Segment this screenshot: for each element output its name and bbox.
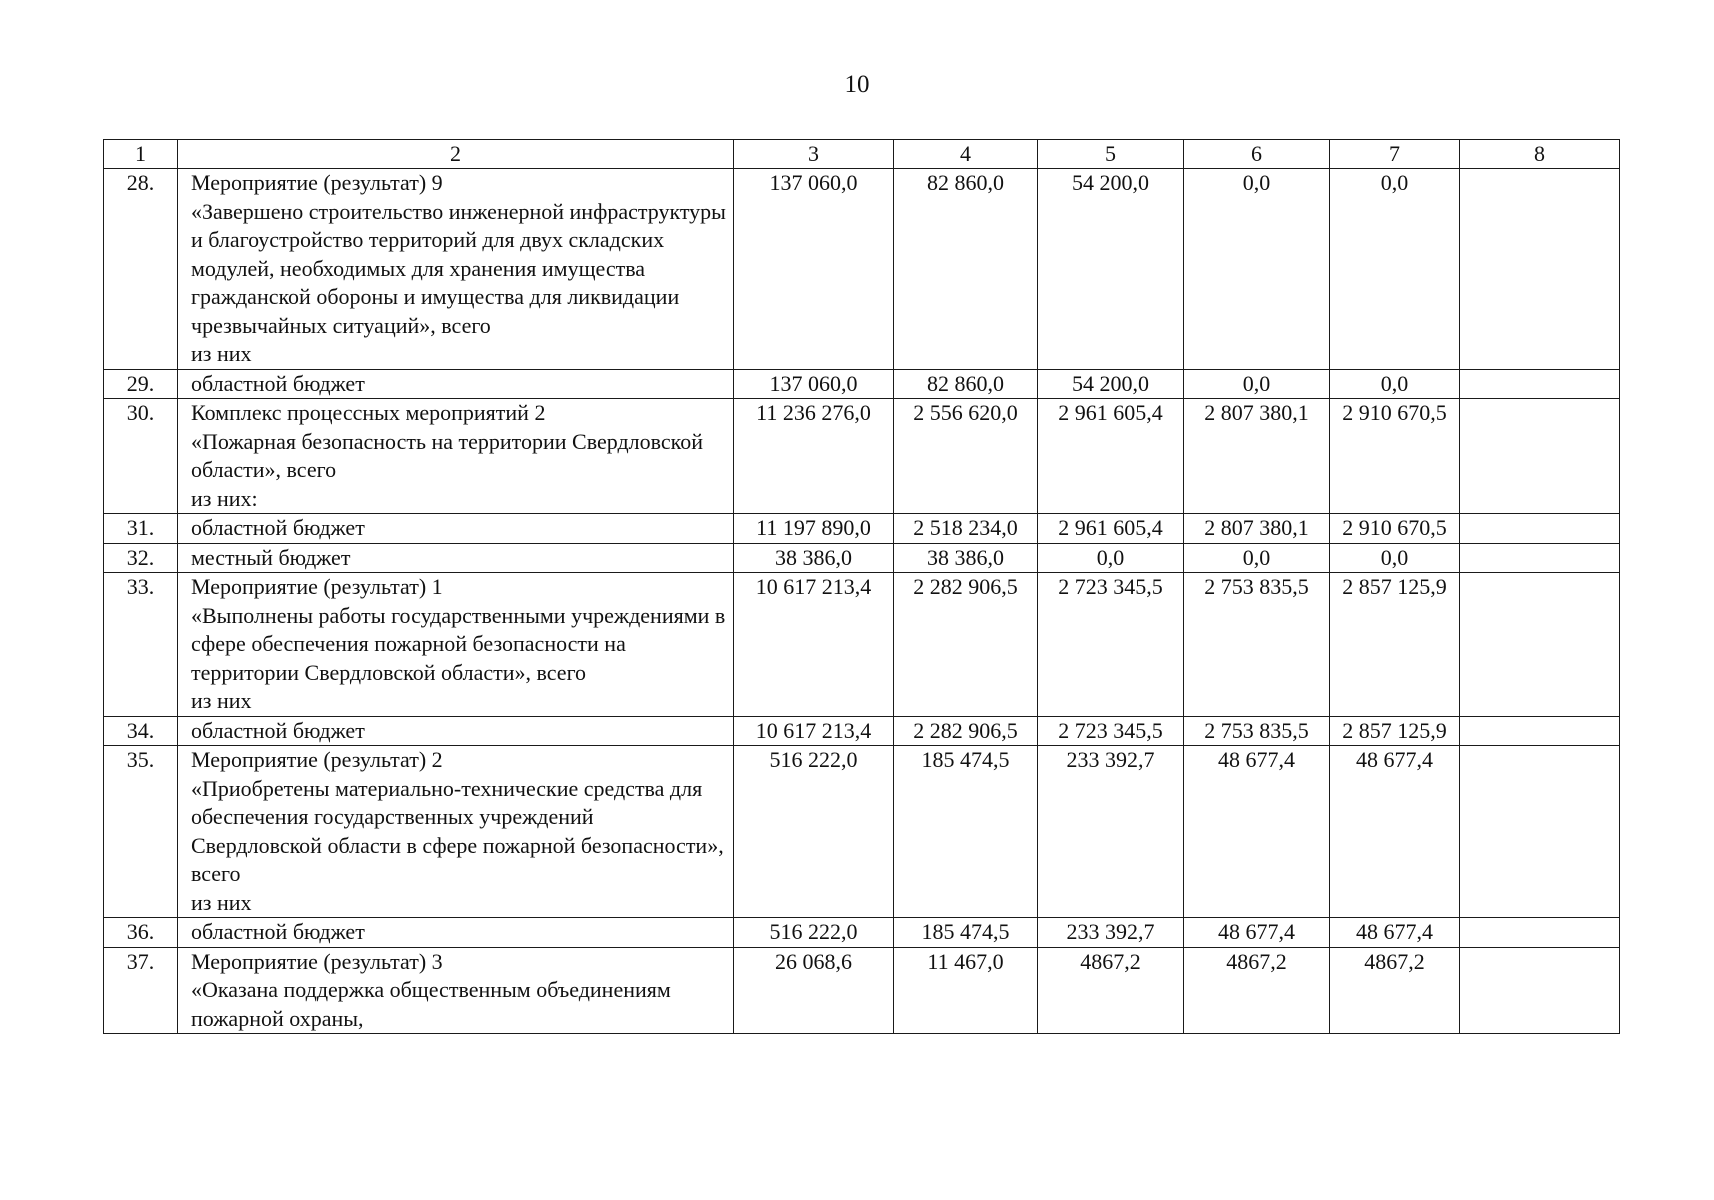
- value-col-5: 54 200,0: [1038, 169, 1184, 370]
- header-cell-8: 8: [1460, 140, 1620, 169]
- table-row: [104, 399, 1620, 514]
- row-name: областной бюджет: [178, 514, 734, 544]
- row-number: 36.: [104, 918, 178, 948]
- header-cell-5: 5: [1038, 140, 1184, 169]
- value-col-7: 48 677,4: [1330, 746, 1460, 918]
- value-col-4: 185 474,5: [894, 746, 1038, 918]
- value-col-6: 2 807 380,1: [1184, 399, 1330, 514]
- value-col-8: [1460, 746, 1620, 918]
- value-col-6: 2 807 380,1: [1184, 514, 1330, 544]
- value-col-7: 2 857 125,9: [1330, 573, 1460, 717]
- value-col-8: [1460, 573, 1620, 717]
- value-col-4: 82 860,0: [894, 169, 1038, 370]
- row-name: Мероприятие (результат) 1 «Выполнены работы государственными учреждениями в сфере обеспечения пожарной безопасности на территории Свердловской области», всего из них: [178, 573, 734, 717]
- value-col-8: [1460, 918, 1620, 948]
- value-col-6: 48 677,4: [1184, 746, 1330, 918]
- table-row: [104, 573, 1620, 717]
- value-col-8: [1460, 399, 1620, 514]
- value-col-4: 38 386,0: [894, 543, 1038, 573]
- header-cell-1: 1: [104, 140, 178, 169]
- header-cell-2: 2: [178, 140, 734, 169]
- row-name: местный бюджет: [178, 543, 734, 573]
- value-col-8: [1460, 947, 1620, 1034]
- value-col-8: [1460, 514, 1620, 544]
- row-number: 35.: [104, 746, 178, 918]
- value-col-6: 0,0: [1184, 543, 1330, 573]
- value-col-7: 2 910 670,5: [1330, 399, 1460, 514]
- row-name: Мероприятие (результат) 3 «Оказана поддержка общественным объединениям пожарной охраны,: [178, 947, 734, 1034]
- row-number: 29.: [104, 369, 178, 399]
- value-col-6: 2 753 835,5: [1184, 716, 1330, 746]
- value-col-4: 2 282 906,5: [894, 573, 1038, 717]
- row-number: 34.: [104, 716, 178, 746]
- table-row: [104, 369, 1620, 399]
- value-col-3: 38 386,0: [734, 543, 894, 573]
- table-row: [104, 514, 1620, 544]
- value-col-4: 82 860,0: [894, 369, 1038, 399]
- value-col-5: 2 961 605,4: [1038, 514, 1184, 544]
- value-col-4: 2 518 234,0: [894, 514, 1038, 544]
- row-number: 37.: [104, 947, 178, 1034]
- row-name: Мероприятие (результат) 9 «Завершено строительство инженерной инфраструктуры и благоустройство территорий для двух складских модулей, необходимых для хранения имущества гражданской обороны и имущества для ликвидации чрезвычайных ситуаций», всего из них: [178, 169, 734, 370]
- table-row: [104, 543, 1620, 573]
- value-col-5: 54 200,0: [1038, 369, 1184, 399]
- value-col-5: 4867,2: [1038, 947, 1184, 1034]
- table-row: [104, 169, 1620, 370]
- value-col-4: 2 282 906,5: [894, 716, 1038, 746]
- value-col-6: 2 753 835,5: [1184, 573, 1330, 717]
- value-col-3: 516 222,0: [734, 918, 894, 948]
- value-col-7: 0,0: [1330, 543, 1460, 573]
- row-name: областной бюджет: [178, 918, 734, 948]
- value-col-3: 11 236 276,0: [734, 399, 894, 514]
- value-col-7: 2 910 670,5: [1330, 514, 1460, 544]
- value-col-5: 2 723 345,5: [1038, 716, 1184, 746]
- value-col-5: 233 392,7: [1038, 918, 1184, 948]
- value-col-8: [1460, 716, 1620, 746]
- value-col-3: 137 060,0: [734, 369, 894, 399]
- budget-table: [103, 139, 1620, 1034]
- header-cell-6: 6: [1184, 140, 1330, 169]
- row-number: 33.: [104, 573, 178, 717]
- value-col-7: 0,0: [1330, 369, 1460, 399]
- value-col-6: 4867,2: [1184, 947, 1330, 1034]
- value-col-6: 0,0: [1184, 169, 1330, 370]
- value-col-3: 137 060,0: [734, 169, 894, 370]
- row-number: 30.: [104, 399, 178, 514]
- value-col-8: [1460, 543, 1620, 573]
- table-row: [104, 716, 1620, 746]
- table-row: [104, 918, 1620, 948]
- value-col-8: [1460, 169, 1620, 370]
- value-col-4: 11 467,0: [894, 947, 1038, 1034]
- value-col-7: 48 677,4: [1330, 918, 1460, 948]
- row-number: 31.: [104, 514, 178, 544]
- value-col-6: 48 677,4: [1184, 918, 1330, 948]
- header-cell-7: 7: [1330, 140, 1460, 169]
- value-col-3: 516 222,0: [734, 746, 894, 918]
- value-col-7: 2 857 125,9: [1330, 716, 1460, 746]
- page-number: 10: [844, 71, 870, 98]
- row-name: областной бюджет: [178, 369, 734, 399]
- value-col-6: 0,0: [1184, 369, 1330, 399]
- value-col-5: 0,0: [1038, 543, 1184, 573]
- value-col-5: 2 723 345,5: [1038, 573, 1184, 717]
- table-row: [104, 947, 1620, 1034]
- row-number: 28.: [104, 169, 178, 370]
- value-col-5: 2 961 605,4: [1038, 399, 1184, 514]
- value-col-3: 10 617 213,4: [734, 573, 894, 717]
- row-name: Мероприятие (результат) 2 «Приобретены материально-технические средства для обеспечения государственных учреждений Свердловской области в сфере пожарной безопасности», всего из них: [178, 746, 734, 918]
- header-cell-4: 4: [894, 140, 1038, 169]
- value-col-7: 0,0: [1330, 169, 1460, 370]
- row-name: областной бюджет: [178, 716, 734, 746]
- value-col-3: 10 617 213,4: [734, 716, 894, 746]
- value-col-8: [1460, 369, 1620, 399]
- value-col-4: 2 556 620,0: [894, 399, 1038, 514]
- value-col-3: 11 197 890,0: [734, 514, 894, 544]
- table-row: [104, 746, 1620, 918]
- value-col-7: 4867,2: [1330, 947, 1460, 1034]
- value-col-4: 185 474,5: [894, 918, 1038, 948]
- row-name: Комплекс процессных мероприятий 2 «Пожарная безопасность на территории Свердловской области», всего из них:: [178, 399, 734, 514]
- value-col-3: 26 068,6: [734, 947, 894, 1034]
- header-cell-3: 3: [734, 140, 894, 169]
- header-row: [104, 140, 1620, 169]
- value-col-5: 233 392,7: [1038, 746, 1184, 918]
- row-number: 32.: [104, 543, 178, 573]
